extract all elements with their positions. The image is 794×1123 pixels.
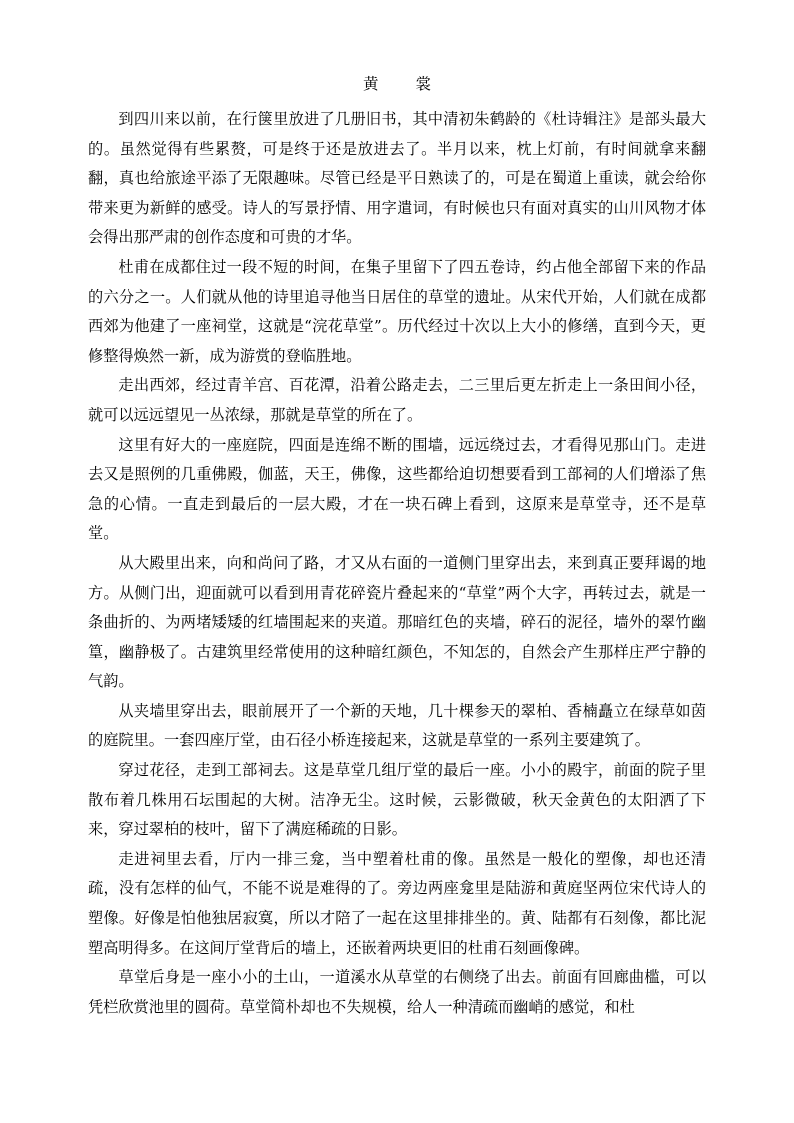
paragraph: 穿过花径，走到工部祠去。这是草堂几组厅堂的最后一座。小小的殿宇，前面的院子里散布着几株用石坛围起的大树。洁净无尘。这时候，云影微破，秋天金黄色的太阳洒了下来，穿过翠柏的枝叶，留下了满庭稀疏的日影。 [88, 761, 706, 839]
paragraph: 从大殿里出来，向和尚问了路，才又从右面的一道侧门里穿出去，来到真正要拜谒的地方。从侧门出，迎面就可以看到用青花碎瓷片叠起来的“草堂”两个大字，再转过去，就是一条曲折的、为两堵矮矮的红墙围起来的夹道。那暗红色的夹墙，碎石的泥径，墙外的翠竹幽篁，幽静极了。古建筑里经常使用的这种暗红颜色，不知怎的，自然会产生那样庄严宁静的气韵。 [88, 553, 706, 691]
paragraph: 走进祠里去看，厅内一排三龛，当中塑着杜甫的像。虽然是一般化的塑像，却也还清疏，没有怎样的仙气，不能不说是难得的了。旁边两座龛里是陆游和黄庭坚两位宋代诗人的塑像。好像是怕他独居寂寞，所以才陪了一起在这里排排坐的。黄、陆都有石刻像，都比泥塑高明得多。在这间厅堂背后的墙上，还嵌着两块更旧的杜甫石刻画像碑。 [88, 849, 706, 957]
paragraph: 到四川来以前，在行箧里放进了几册旧书，其中清初朱鹤龄的《杜诗辑注》是部头最大的。虽然觉得有些累赘，可是终于还是放进去了。半月以来，枕上灯前，有时间就拿来翻翻，真也给旅途平添了无限趣味。尽管已经是平日熟读了的，可是在蜀道上重读，就会给你带来更为新鲜的感受。诗人的写景抒情、用字遣词，有时候也只有面对真实的山川风物才体会得出那严肃的创作态度和可贵的才华。 [88, 110, 706, 247]
article-body [88, 105, 706, 1022]
paragraph: 杜甫在成都住过一段不短的时间，在集子里留下了四五卷诗，约占他全部留下来的作品的六分之一。人们就从他的诗里追寻他当日居住的草堂的遗址。从宋代开始，人们就在成都西郊为他建了一座祠堂，这就是“浣花草堂”。历代经过十次以上大小的修缮，直到今天，更修整得焕然一新，成为游赏的登临胜地。 [88, 257, 706, 365]
paragraph: 从夹墙里穿出去，眼前展开了一个新的天地，几十棵参天的翠柏、香楠矗立在绿草如茵的庭院里。一套四座厅堂，由石径小桥连接起来，这就是草堂的一系列主要建筑了。 [88, 701, 706, 750]
article-title: 黄 裳 [363, 75, 447, 93]
paragraph: 草堂后身是一座小小的土山，一道溪水从草堂的右侧绕了出去。前面有回廊曲槛，可以凭栏欣赏池里的圆荷。草堂简朴却也不失规模，给人一种清疏而幽峭的感觉，和杜 [88, 968, 706, 1016]
paragraph: 这里有好大的一座庭院，四面是连绵不断的围墙，远远绕过去，才看得见那山门。走进去又是照例的几重佛殿，伽蓝，天王，佛像，这些都给迫切想要看到工部祠的人们增添了焦急的心情。一直走到最后的一层大殿，才在一块石碑上看到，这原来是草堂寺，还不是草堂。 [88, 435, 706, 543]
paragraph: 走出西郊，经过青羊宫、百花潭，沿着公路走去，二三里后更左折走上一条田间小径，就可以远远望见一丛浓绿，那就是草堂的所在了。 [88, 376, 706, 424]
